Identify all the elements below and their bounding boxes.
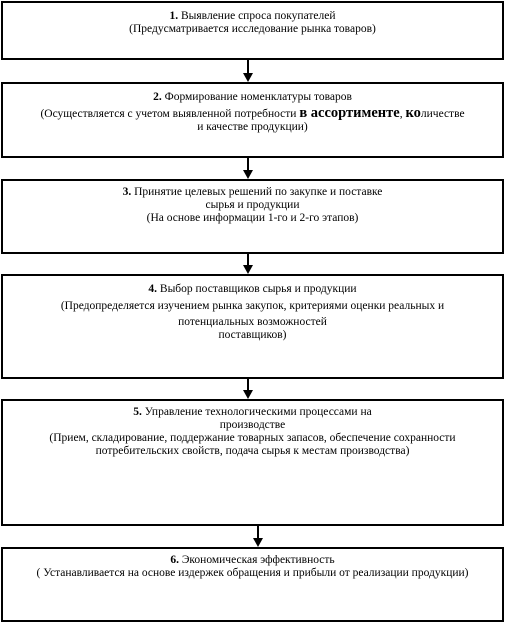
step-4-desc-line3: поставщиков): [218, 329, 287, 341]
step-1-title: [7, 10, 498, 23]
step-3-box: [1, 179, 504, 254]
step-5-title-line1: [7, 406, 498, 419]
step-3-desc: (На основе информации 1-го и 2-го этапов): [146, 212, 359, 224]
step-3-number: 3.: [122, 186, 132, 198]
step-4-box: [1, 274, 504, 379]
step-3-title-line1: [7, 186, 498, 199]
step-5-title-line2: производстве: [219, 419, 286, 431]
step-1-title-text: Выявление спроса покупателей: [180, 10, 336, 22]
arrow-3-4: [243, 254, 253, 274]
step-2-title-text: Формирование номенклатуры товаров: [164, 91, 352, 103]
step-1-number: 1.: [169, 10, 179, 22]
step-4-desc-line2: потенциальных возможностей: [178, 316, 327, 328]
arrow-5-6: [253, 526, 263, 547]
step-6-box: [1, 547, 504, 622]
arrow-2-3: [243, 158, 253, 179]
step-5-title-text: Управление технологическими процессами на: [144, 406, 372, 418]
step-2-box: [1, 82, 504, 158]
step-2-desc-line2: и качестве продукции): [197, 121, 308, 133]
step-4-title: [7, 283, 498, 296]
step-6-title: [7, 554, 498, 567]
step-2-desc-line1: [7, 107, 498, 121]
step-2-desc-big1: в ассортименте: [299, 105, 400, 121]
step-5-desc-line1: (Прием, складирование, поддержание товарных запасов, обеспечение сохранности: [49, 432, 456, 444]
step-1-box: [1, 1, 504, 60]
step-2-desc-part3: личестве: [420, 108, 465, 120]
step-2-number: 2.: [153, 91, 162, 103]
step-1-desc: (Предусматривается исследование рынка товаров): [129, 23, 376, 35]
step-2-desc-big2: ко: [405, 105, 421, 121]
step-5-box: [1, 399, 504, 526]
arrow-1-2: [243, 60, 253, 82]
step-6-number: 6.: [170, 554, 179, 566]
step-2-desc-part1: (Осуществляется с учетом выявленной потребности: [40, 108, 300, 120]
step-4-desc-line1: (Предопределяется изучением рынка закупок, критериями оценки реальных и: [60, 300, 445, 312]
step-2-desc-part2: ,: [399, 108, 406, 120]
step-5-number: 5.: [133, 406, 142, 418]
step-3-title-line2: сырья и продукции: [205, 199, 300, 211]
step-6-desc: ( Устанавливается на основе издержек обращения и прибыли от реализации продукции): [36, 567, 469, 579]
step-4-title-text: Выбор поставщиков сырья и продукции: [159, 283, 357, 295]
step-3-title-text: Принятие целевых решений по закупке и поставке: [134, 186, 383, 198]
arrow-4-5: [243, 379, 253, 399]
step-5-desc-line2: потребительских свойств, подача сырья к местам производства): [95, 445, 410, 457]
step-2-title: [7, 91, 498, 104]
step-4-number: 4.: [148, 283, 158, 295]
step-6-title-text: Экономическая эффективность: [181, 554, 335, 566]
